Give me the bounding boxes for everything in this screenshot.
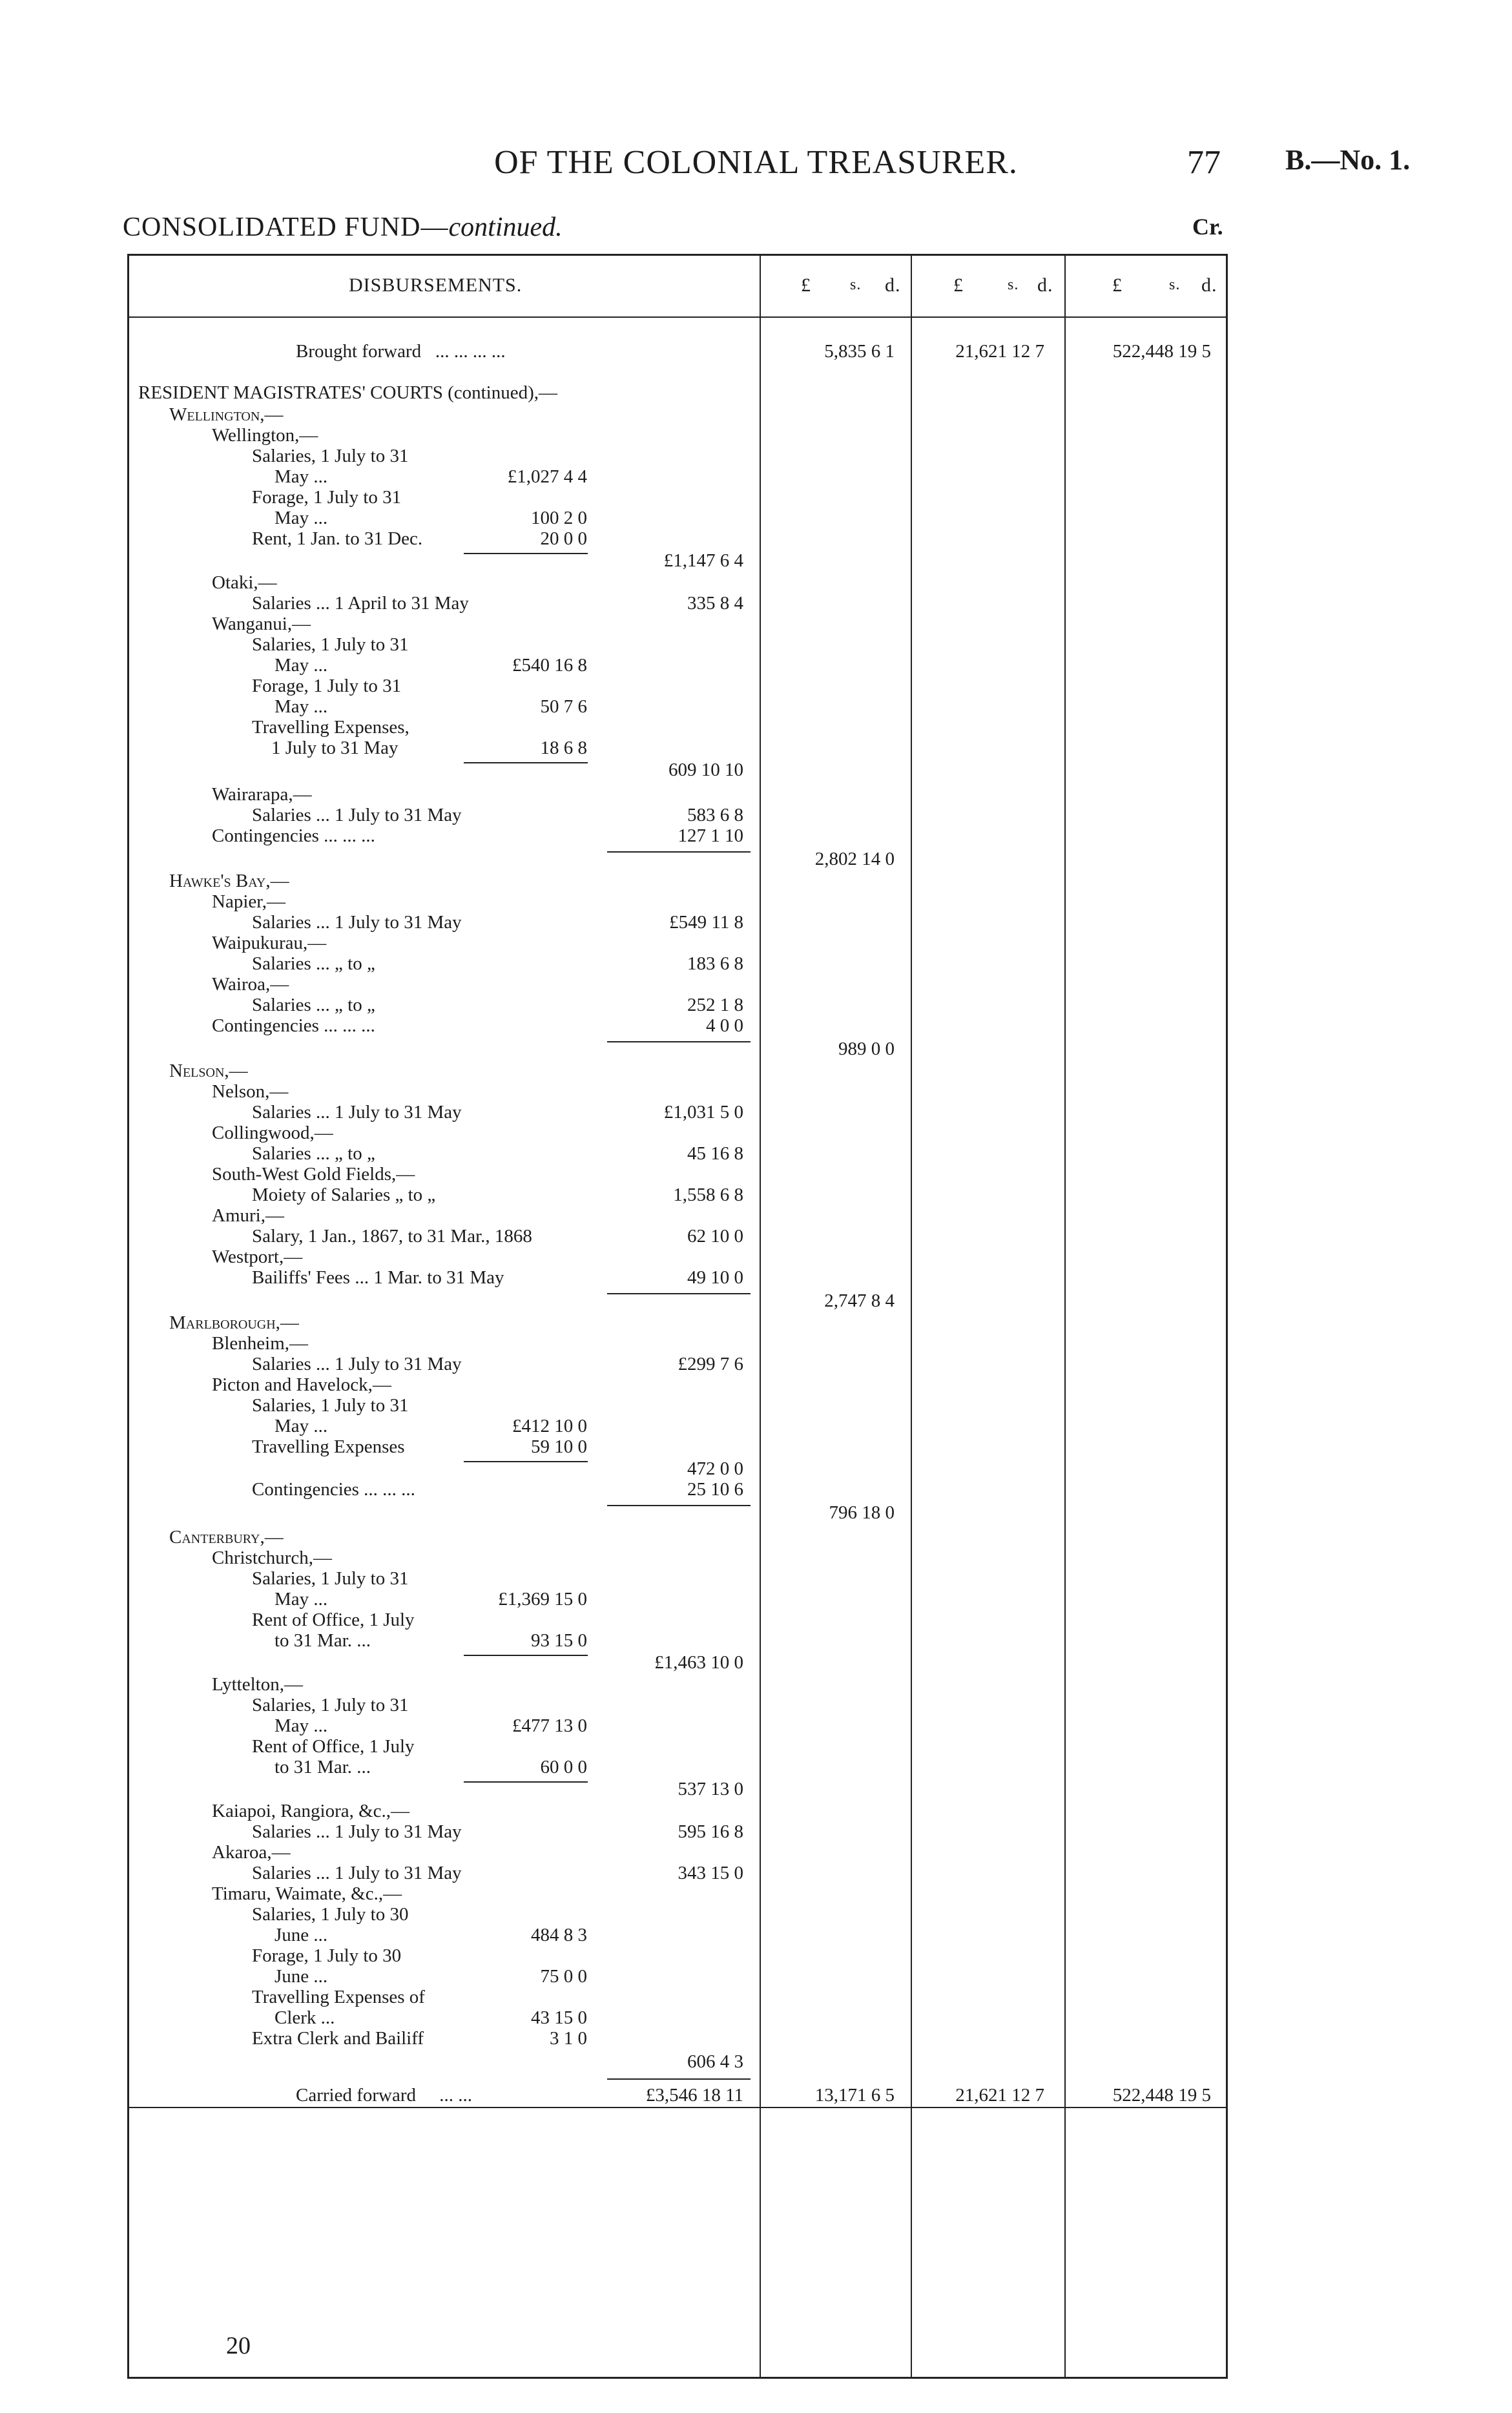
col3-header-pound: £ — [1112, 274, 1123, 296]
item-label: Salaries ... 1 July to 31 May — [252, 805, 462, 825]
item-amount: 484 8 3 — [531, 1925, 587, 1945]
court-westport: Westport,— — [212, 1247, 303, 1267]
item-label: Salary, 1 Jan., 1867, to 31 Mar., 1868 — [252, 1226, 532, 1247]
subtotal-amount: £1,031 5 0 — [663, 1102, 743, 1123]
section-title-main: CONSOLIDATED FUND— — [123, 212, 449, 242]
sum-rule — [607, 1041, 751, 1042]
credit-side-label: Cr. — [1192, 214, 1223, 240]
court-picton-havelock: Picton and Havelock,— — [212, 1374, 391, 1395]
item-label: June ... — [274, 1925, 328, 1945]
section-heading: RESIDENT MAGISTRATES' COURTS (continued),— — [138, 382, 558, 403]
sum-rule — [464, 1781, 588, 1783]
item-label: May ... — [274, 655, 328, 676]
page-title: OF THE COLONIAL TREASURER. — [494, 144, 1018, 181]
item-label: Moiety of Salaries „ to „ — [252, 1185, 436, 1205]
court-amuri: Amuri,— — [212, 1205, 284, 1226]
brought-forward-label — [296, 341, 506, 362]
court-wanganui: Wanganui,— — [212, 614, 311, 634]
item-label: May ... — [274, 696, 328, 717]
item-label: Salaries, 1 July to 31 — [252, 1568, 409, 1589]
district-total-marlborough: 796 18 0 — [829, 1502, 895, 1523]
col3-header-shilling: s. — [1169, 276, 1181, 293]
item-label: 1 July to 31 May — [271, 738, 399, 758]
column-divider-1 — [760, 255, 761, 2377]
col2-header-pence: d. — [1037, 274, 1053, 296]
district-nelson: Nelson,— — [169, 1061, 248, 1081]
col2-header-pound: £ — [953, 274, 964, 296]
col1-header-shilling: s. — [850, 276, 862, 293]
item-amount: £477 13 0 — [512, 1715, 587, 1736]
court-otaki: Otaki,— — [212, 572, 277, 593]
item-label: Clerk ... — [274, 2007, 335, 2028]
court-napier: Napier,— — [212, 891, 285, 912]
district-total-wellington: 2,802 14 0 — [814, 849, 895, 869]
item-label: Salaries ... 1 July to 31 May — [252, 1354, 462, 1374]
court-nelson: Nelson,— — [212, 1081, 289, 1102]
court-timaru: Timaru, Waimate, &c.,— — [212, 1883, 402, 1904]
court-blenheim: Blenheim,— — [212, 1333, 309, 1354]
item-amount: 100 2 0 — [531, 508, 587, 528]
sum-rule — [464, 1461, 588, 1462]
page-number: 77 — [1187, 144, 1221, 181]
court-wellington: Wellington,— — [212, 425, 318, 446]
carried-forward-col2: 21,621 12 7 — [955, 2085, 1044, 2106]
carried-forward-label — [296, 2085, 472, 2106]
subtotal-amount: 609 10 10 — [668, 760, 743, 780]
subtotal-amount: £1,147 6 4 — [663, 550, 743, 571]
header-rule — [129, 316, 1226, 318]
leader-dots: ... ... — [439, 2085, 472, 2106]
brought-forward-col1: 5,835 6 1 — [824, 341, 895, 362]
item-label: Salaries ... 1 July to 31 May — [252, 1863, 462, 1883]
item-label: Salaries, 1 July to 31 — [252, 1695, 409, 1715]
subtotal-amount: 335 8 4 — [687, 593, 743, 614]
sum-rule — [607, 2078, 751, 2080]
subtotal-amount: 183 6 8 — [687, 953, 743, 974]
item-label: to 31 Mar. ... — [274, 1757, 371, 1777]
item-amount: 60 0 0 — [540, 1757, 587, 1777]
item-label: Rent of Office, 1 July — [252, 1610, 415, 1630]
item-label: Contingencies ... ... ... — [252, 1479, 415, 1500]
subtotal-amount: 606 4 3 — [687, 2051, 743, 2072]
item-label: Salaries, 1 July to 31 — [252, 1395, 409, 1416]
item-label: Salaries ... „ to „ — [252, 1143, 375, 1164]
section-title — [123, 212, 563, 243]
subtotal-amount: 343 15 0 — [678, 1863, 743, 1883]
subtotal-amount: 595 16 8 — [678, 1821, 743, 1842]
leader-dots: ... ... ... ... — [435, 341, 506, 362]
item-label: May ... — [274, 1715, 328, 1736]
item-label: to 31 Mar. ... — [274, 1630, 371, 1651]
item-amount: £412 10 0 — [512, 1416, 587, 1436]
sum-rule — [607, 1505, 751, 1506]
section-title-italic: continued. — [448, 212, 563, 242]
sum-rule — [607, 1293, 751, 1294]
court-south-west-gold-fields: South-West Gold Fields,— — [212, 1164, 415, 1185]
subtotal-amount: 537 13 0 — [678, 1779, 743, 1799]
item-amount: 75 0 0 — [540, 1966, 587, 1987]
item-label: Travelling Expenses — [252, 1436, 405, 1457]
sum-rule — [464, 1655, 588, 1656]
district-hawkes-bay: Hawke's Bay,— — [169, 871, 289, 891]
item-label: May ... — [274, 1589, 328, 1610]
item-label: May ... — [274, 508, 328, 528]
item-label: Salaries ... 1 April to 31 May — [252, 593, 469, 614]
subtotal-amount: 127 1 10 — [678, 825, 743, 846]
column-divider-2 — [911, 255, 912, 2377]
item-label: Salaries, 1 July to 31 — [252, 446, 409, 466]
item-amount: 93 15 0 — [531, 1630, 587, 1651]
subtotal-amount: 25 10 6 — [687, 1479, 743, 1500]
item-label: Salaries ... 1 July to 31 May — [252, 912, 462, 933]
sum-rule — [607, 851, 751, 853]
item-label: Travelling Expenses, — [252, 717, 409, 738]
item-label: Salaries ... 1 July to 31 May — [252, 1821, 462, 1842]
subtotal-amount: £549 11 8 — [669, 912, 743, 933]
subtotal-amount: 252 1 8 — [687, 995, 743, 1015]
item-amount: £1,369 15 0 — [498, 1589, 587, 1610]
subtotal-amount: 4 0 0 — [706, 1015, 743, 1036]
district-marlborough: Marlborough,— — [169, 1312, 299, 1333]
item-label: Extra Clerk and Bailiff — [252, 2028, 424, 2049]
court-akaroa: Akaroa,— — [212, 1842, 291, 1863]
district-wellington: Wellington,— — [169, 404, 284, 425]
item-label: Rent, 1 Jan. to 31 Dec. — [252, 528, 423, 549]
item-amount: 18 6 8 — [540, 738, 587, 758]
subtotal-amount: 62 10 0 — [687, 1226, 743, 1247]
item-amount: 50 7 6 — [540, 696, 587, 717]
column-divider-3 — [1064, 255, 1066, 2377]
court-wairarapa: Wairarapa,— — [212, 784, 312, 805]
item-amount: 59 10 0 — [531, 1436, 587, 1457]
brought-forward-col2: 21,621 12 7 — [955, 341, 1044, 362]
carried-forward-col3: 522,448 19 5 — [1112, 2085, 1211, 2106]
item-label: Contingencies ... ... ... — [212, 1015, 375, 1036]
col-header-disbursements: DISBURSEMENTS. — [349, 274, 523, 296]
item-label: Forage, 1 July to 31 — [252, 676, 402, 696]
item-label: Salaries ... „ to „ — [252, 995, 375, 1015]
item-label: Travelling Expenses of — [252, 1987, 425, 2007]
item-label: Salaries, 1 July to 30 — [252, 1904, 409, 1925]
item-amount: £1,027 4 4 — [507, 466, 587, 487]
item-label: Rent of Office, 1 July — [252, 1736, 415, 1757]
court-collingwood: Collingwood,— — [212, 1123, 333, 1143]
carried-forward-rule — [129, 2107, 1226, 2108]
subtotal-amount: 472 0 0 — [687, 1458, 743, 1479]
item-amount: £540 16 8 — [512, 655, 587, 676]
item-amount: 20 0 0 — [540, 528, 587, 549]
item-amount: 43 15 0 — [531, 2007, 587, 2028]
court-waipukurau: Waipukurau,— — [212, 933, 327, 953]
item-label: Bailiffs' Fees ... 1 Mar. to 31 May — [252, 1267, 504, 1288]
item-label: Salaries ... 1 July to 31 May — [252, 1102, 462, 1123]
item-label: June ... — [274, 1966, 328, 1987]
item-label: May ... — [274, 1416, 328, 1436]
sum-rule — [464, 762, 588, 763]
court-christchurch: Christchurch,— — [212, 1548, 333, 1568]
item-amount: 3 1 0 — [550, 2028, 587, 2049]
subtotal-amount: £1,463 10 0 — [654, 1652, 743, 1673]
district-total-hawkes-bay: 989 0 0 — [838, 1039, 895, 1059]
col1-header-pound: £ — [801, 274, 811, 296]
item-label: Forage, 1 July to 31 — [252, 487, 402, 508]
item-label: Contingencies ... ... ... — [212, 825, 375, 846]
district-canterbury: Canterbury,— — [169, 1527, 284, 1548]
col1-header-pence: d. — [885, 274, 901, 296]
item-label: Forage, 1 July to 30 — [252, 1945, 402, 1966]
brought-forward-text: Brought forward — [296, 341, 422, 362]
subtotal-amount: 45 16 8 — [687, 1143, 743, 1164]
footer-page-number: 20 — [226, 2332, 251, 2359]
document-ref: B.—No. 1. — [1285, 144, 1411, 176]
district-total-nelson: 2,747 8 4 — [824, 1290, 895, 1311]
sum-rule — [464, 553, 588, 554]
item-label: Salaries, 1 July to 31 — [252, 634, 409, 655]
col2-header-shilling: s. — [1008, 276, 1019, 293]
item-label: May ... — [274, 466, 328, 487]
court-wairoa: Wairoa,— — [212, 974, 289, 995]
subtotal-amount: £299 7 6 — [678, 1354, 743, 1374]
brought-forward-col3: 522,448 19 5 — [1112, 341, 1211, 362]
item-label: Salaries ... „ to „ — [252, 953, 375, 974]
subtotal-amount: 1,558 6 8 — [673, 1185, 743, 1205]
subtotal-amount: 49 10 0 — [687, 1267, 743, 1288]
carried-forward-inner: £3,546 18 11 — [645, 2085, 743, 2106]
court-lyttelton: Lyttelton,— — [212, 1674, 303, 1695]
subtotal-amount: 583 6 8 — [687, 805, 743, 825]
carried-forward-col1: 13,171 6 5 — [814, 2085, 895, 2106]
col3-header-pence: d. — [1201, 274, 1217, 296]
carried-forward-text: Carried forward — [296, 2085, 416, 2106]
court-kaiapoi: Kaiapoi, Rangiora, &c.,— — [212, 1801, 410, 1821]
